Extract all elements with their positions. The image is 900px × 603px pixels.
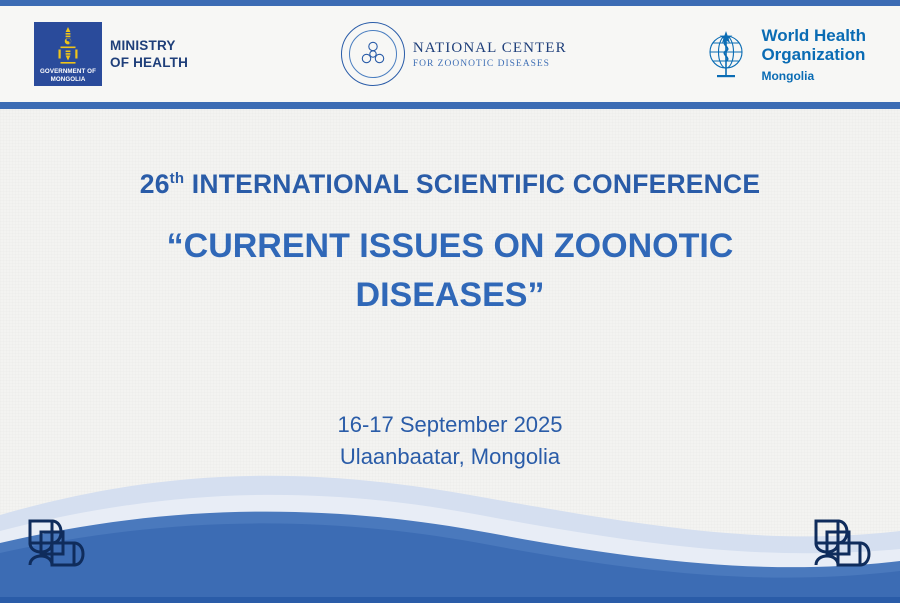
conference-number: 26: [139, 169, 170, 199]
mongolian-ulzii-knot-icon: [20, 511, 92, 575]
blue-wave-banner-icon: [0, 457, 900, 597]
event-location: Ulaanbaatar, Mongolia: [339, 444, 561, 469]
moh-name-line2: OF HEALTH: [110, 55, 189, 70]
who-name-line2: Organization: [761, 44, 866, 64]
title-block: [0, 169, 900, 320]
who-logo: [699, 26, 866, 83]
header-separator-rule: [0, 102, 900, 109]
who-country-label: Mongolia: [761, 68, 815, 83]
who-name-line1: World Health: [761, 25, 866, 45]
conference-ordinal-suffix: th: [169, 170, 185, 188]
moh-name-line1: MINISTRY: [110, 38, 176, 53]
biohazard-icon: [358, 39, 388, 69]
logo-header-band: [0, 6, 900, 102]
conference-title-text: INTERNATIONAL SCIENTIFIC CONFERENCE: [184, 169, 761, 199]
ministry-of-health-logo: [34, 22, 188, 86]
nczd-seal-inner-ring: [349, 30, 397, 78]
mongolia-soyombo-emblem-icon: [34, 22, 102, 86]
who-rod-of-asclepius-globe-icon: [699, 27, 753, 81]
who-name: [761, 26, 866, 83]
nczd-name: [413, 40, 567, 69]
nczd-name-line1: NATIONAL CENTER: [412, 39, 567, 56]
slide-body: [0, 109, 900, 597]
bottom-blue-rule: [0, 597, 900, 603]
soyombo-symbol-icon: [55, 26, 81, 66]
conference-title: [0, 169, 900, 200]
moh-emblem-caption: GOVERNMENT OF MONGOLIA: [40, 68, 96, 83]
nczd-logo: [341, 22, 567, 86]
conference-theme: “CURRENT ISSUES ON ZOONOTIC DISEASES”: [166, 227, 734, 314]
mongolian-ulzii-knot-icon: [806, 511, 878, 575]
nczd-circular-seal-icon: [341, 22, 405, 86]
event-date: 16-17 September 2025: [337, 412, 563, 437]
moh-name: [110, 37, 188, 71]
nczd-name-line2: FOR ZOONOTIC DISEASES: [412, 58, 550, 69]
